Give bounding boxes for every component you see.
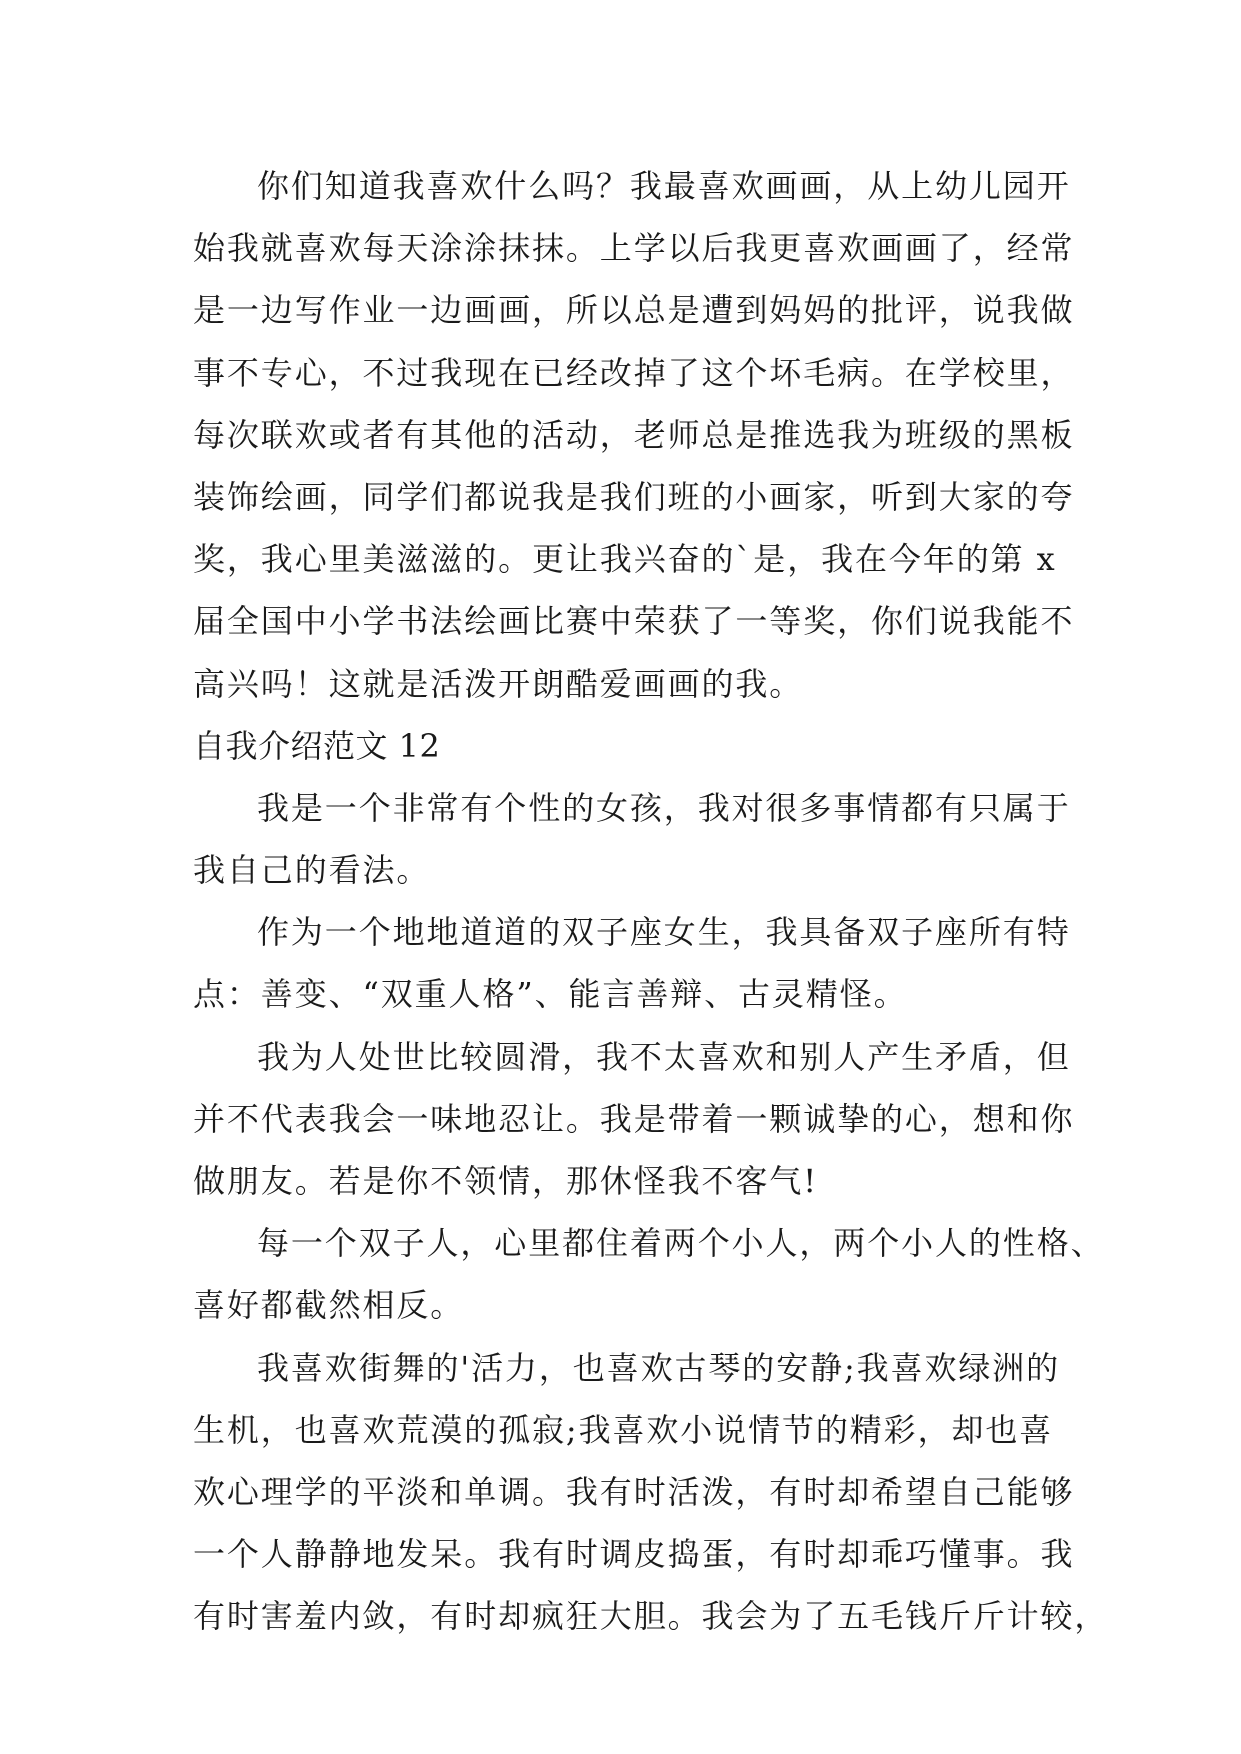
paragraph-line: 每一个双子人，心里都住着两个小人，两个小人的性格、 — [257, 1224, 1105, 1263]
paragraph-line: 我是一个非常有个性的女孩，我对很多事情都有只属于 — [257, 788, 1071, 827]
paragraph-line: 一个人静静地发呆。我有时调皮捣蛋，有时却乖巧懂事。我 — [193, 1535, 1075, 1574]
paragraph-line: 每次联欢或者有其他的活动，老师总是推选我为班级的黑板 — [193, 415, 1075, 454]
paragraph-line: 始我就喜欢每天涂涂抹抹。上学以后我更喜欢画画了，经常 — [193, 229, 1075, 268]
document-page — [193, 155, 1109, 1648]
paragraph-line: 作为一个地地道道的双子座女生，我具备双子座所有特 — [257, 913, 1071, 952]
section-heading: 自我介绍范文 12 — [193, 726, 441, 765]
paragraph-line: 点：善变、“双重人格”、能言善辩、古灵精怪。 — [193, 975, 908, 1014]
paragraph-line: 有时害羞内敛，有时却疯狂大胆。我会为了五毛钱斤斤计较， — [193, 1597, 1109, 1636]
paragraph-line: 我自己的看法。 — [193, 851, 431, 890]
paragraph-line: 奖，我心里美滋滋的。更让我兴奋的`是，我在今年的第 x — [193, 540, 1057, 579]
paragraph-line: 是一边写作业一边画画，所以总是遭到妈妈的批评，说我做 — [193, 291, 1075, 330]
paragraph-line: 我为人处世比较圆滑，我不太喜欢和别人产生矛盾，但 — [257, 1037, 1071, 1076]
paragraph-line: 届全国中小学书法绘画比赛中荣获了一等奖，你们说我能不 — [193, 602, 1075, 641]
paragraph-line: 高兴吗！这就是活泼开朗酷爱画画的我。 — [193, 664, 804, 703]
paragraph-line: 事不专心，不过我现在已经改掉了这个坏毛病。在学校里， — [193, 353, 1075, 392]
paragraph-line: 并不代表我会一味地忍让。我是带着一颗诚挚的心，想和你 — [193, 1099, 1075, 1138]
paragraph-line: 欢心理学的平淡和单调。我有时活泼，有时却希望自己能够 — [193, 1472, 1075, 1511]
paragraph-line: 我喜欢街舞的'活力，也喜欢古琴的安静;我喜欢绿洲的 — [257, 1348, 1061, 1387]
paragraph-line: 装饰绘画，同学们都说我是我们班的小画家，听到大家的夸 — [193, 477, 1075, 516]
paragraph-line: 你们知道我喜欢什么吗？我最喜欢画画，从上幼儿园开 — [257, 167, 1071, 205]
paragraph-line: 喜好都截然相反。 — [193, 1286, 465, 1325]
paragraph-line: 生机，也喜欢荒漠的孤寂;我喜欢小说情节的精彩，却也喜 — [193, 1410, 1054, 1449]
paragraph-line: 做朋友。若是你不领情，那休怪我不客气! — [193, 1162, 818, 1200]
